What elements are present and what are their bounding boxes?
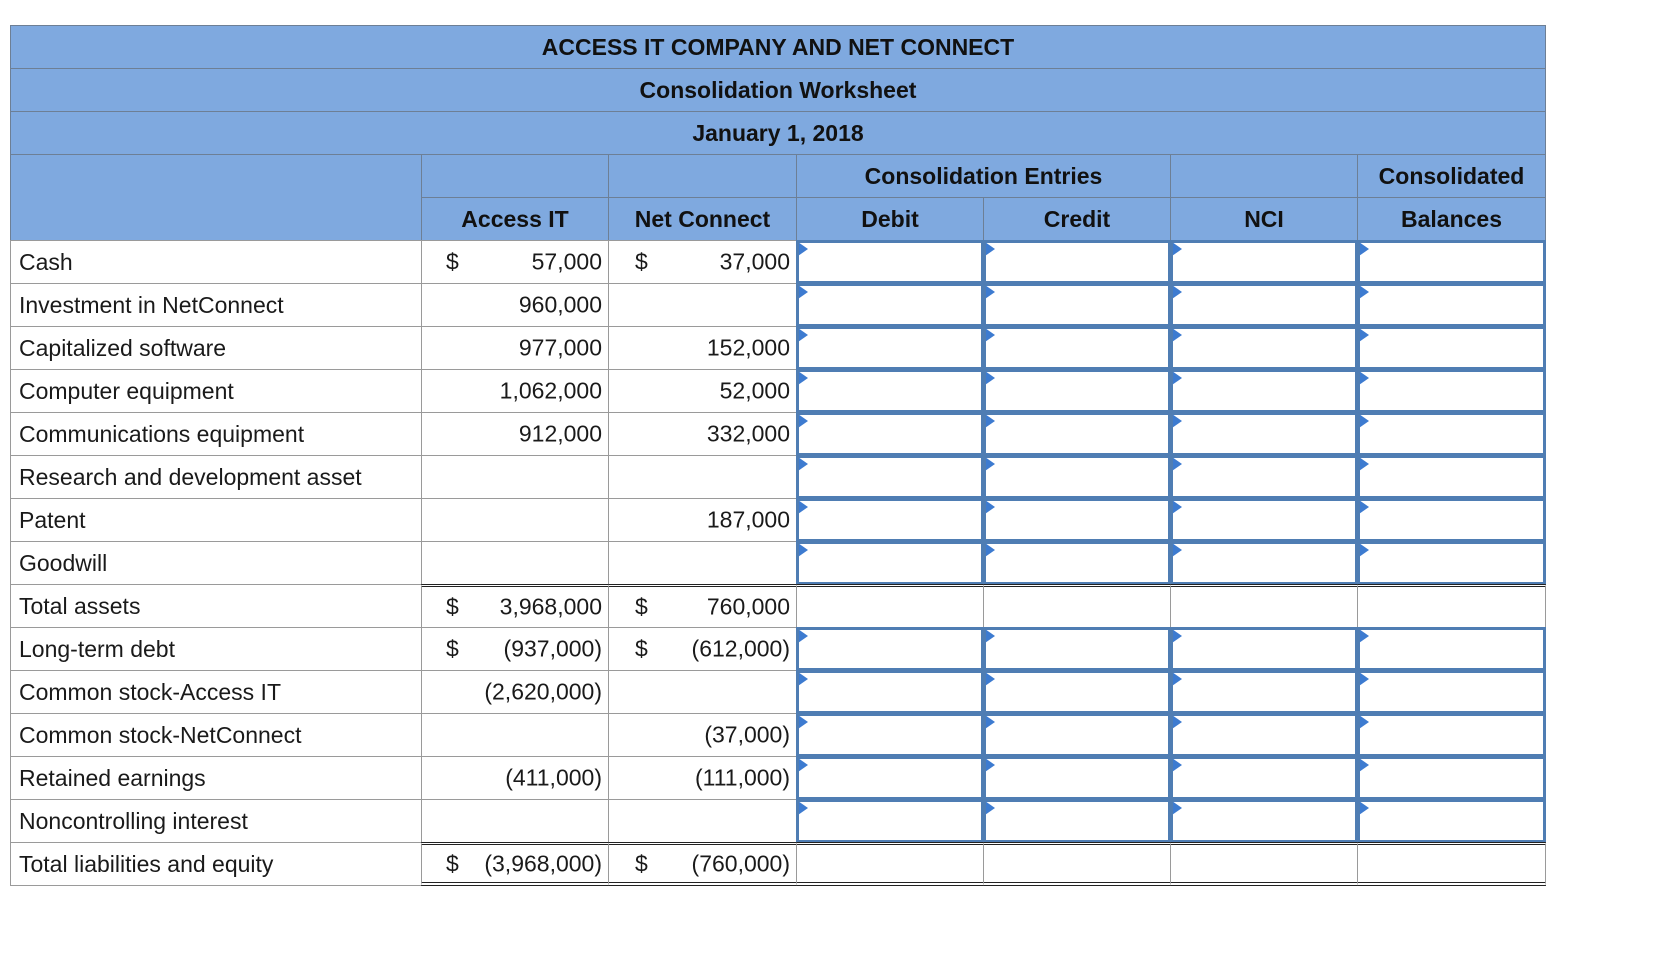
worksheet-subtitle: Consolidation Worksheet (10, 68, 1546, 112)
dropdown-arrow-icon[interactable] (1172, 715, 1182, 729)
net-connect-amount (608, 326, 797, 370)
currency-symbol: $ (446, 593, 459, 620)
header-debit: Debit (796, 197, 984, 241)
dropdown-arrow-icon[interactable] (1359, 414, 1369, 428)
access-it-amount (421, 627, 609, 671)
dropdown-arrow-icon[interactable] (1172, 758, 1182, 772)
balances-input[interactable] (1357, 627, 1546, 671)
access-it-amount (421, 369, 609, 413)
dropdown-arrow-icon[interactable] (1359, 758, 1369, 772)
net-connect-amount (608, 842, 797, 886)
net-connect-amount (608, 283, 797, 327)
amount-value: 57,000 (531, 248, 602, 275)
row-label: Common stock-NetConnect (10, 713, 422, 757)
header-blank-access (421, 154, 609, 198)
row-label: Patent (10, 498, 422, 542)
credit-input[interactable] (983, 799, 1171, 843)
amount-value: 187,000 (706, 506, 790, 533)
row-label: Total liabilities and equity (10, 842, 422, 886)
nci-input[interactable] (1170, 412, 1358, 456)
dropdown-arrow-icon[interactable] (798, 457, 808, 471)
amount-value: (111,000) (694, 764, 790, 791)
credit-input[interactable] (983, 541, 1171, 585)
dropdown-arrow-icon[interactable] (985, 242, 995, 256)
balances-total-cell (1357, 842, 1546, 886)
debit-input[interactable] (796, 670, 984, 714)
amount-value: 960,000 (518, 291, 602, 318)
balances-input[interactable] (1357, 240, 1546, 284)
net-connect-amount (608, 627, 797, 671)
nci-input[interactable] (1170, 670, 1358, 714)
credit-total-cell (983, 842, 1171, 886)
nci-total-cell (1170, 584, 1358, 628)
dropdown-arrow-icon[interactable] (985, 285, 995, 299)
amount-value: 1,062,000 (499, 377, 602, 404)
header-consolidated: Consolidated (1357, 154, 1546, 198)
net-connect-amount (608, 541, 797, 585)
debit-input[interactable] (796, 627, 984, 671)
row-label: Retained earnings (10, 756, 422, 800)
header-blank-label (10, 154, 422, 241)
net-connect-amount (608, 799, 797, 843)
credit-input[interactable] (983, 283, 1171, 327)
dropdown-arrow-icon[interactable] (985, 629, 995, 643)
nci-input[interactable] (1170, 799, 1358, 843)
net-connect-amount (608, 455, 797, 499)
dropdown-arrow-icon[interactable] (1359, 543, 1369, 557)
dropdown-arrow-icon[interactable] (798, 414, 808, 428)
debit-input[interactable] (796, 283, 984, 327)
access-it-amount (421, 756, 609, 800)
row-label: Goodwill (10, 541, 422, 585)
debit-total-cell (796, 842, 984, 886)
balances-input[interactable] (1357, 455, 1546, 499)
amount-value: 332,000 (706, 420, 790, 447)
access-it-amount (421, 670, 609, 714)
currency-symbol: $ (635, 635, 648, 662)
row-label: Cash (10, 240, 422, 284)
credit-input[interactable] (983, 455, 1171, 499)
nci-input[interactable] (1170, 541, 1358, 585)
dropdown-arrow-icon[interactable] (798, 715, 808, 729)
net-connect-amount (608, 369, 797, 413)
row-label: Noncontrolling interest (10, 799, 422, 843)
header-blank-nci (1170, 154, 1358, 198)
access-it-amount (421, 412, 609, 456)
dropdown-arrow-icon[interactable] (1359, 672, 1369, 686)
company-title: ACCESS IT COMPANY AND NET CONNECT (10, 25, 1546, 69)
dropdown-arrow-icon[interactable] (1359, 285, 1369, 299)
amount-value: (937,000) (503, 635, 602, 662)
access-it-amount (421, 842, 609, 886)
dropdown-arrow-icon[interactable] (985, 328, 995, 342)
dropdown-arrow-icon[interactable] (985, 500, 995, 514)
currency-symbol: $ (635, 593, 648, 620)
dropdown-arrow-icon[interactable] (1359, 801, 1369, 815)
nci-input[interactable] (1170, 627, 1358, 671)
balances-input[interactable] (1357, 756, 1546, 800)
balances-input[interactable] (1357, 283, 1546, 327)
debit-total-cell (796, 584, 984, 628)
amount-value: 152,000 (706, 334, 790, 361)
dropdown-arrow-icon[interactable] (1172, 672, 1182, 686)
nci-input[interactable] (1170, 283, 1358, 327)
dropdown-arrow-icon[interactable] (798, 285, 808, 299)
amount-value: 3,968,000 (499, 593, 602, 620)
access-it-amount (421, 713, 609, 757)
access-it-amount (421, 455, 609, 499)
dropdown-arrow-icon[interactable] (1172, 242, 1182, 256)
balances-input[interactable] (1357, 799, 1546, 843)
credit-input[interactable] (983, 412, 1171, 456)
header-consolidation-entries: Consolidation Entries (796, 154, 1171, 198)
currency-symbol: $ (635, 248, 648, 275)
dropdown-arrow-icon[interactable] (798, 801, 808, 815)
credit-input[interactable] (983, 713, 1171, 757)
debit-input[interactable] (796, 455, 984, 499)
dropdown-arrow-icon[interactable] (1172, 414, 1182, 428)
credit-input[interactable] (983, 326, 1171, 370)
access-it-amount (421, 240, 609, 284)
balances-input[interactable] (1357, 713, 1546, 757)
access-it-amount (421, 326, 609, 370)
debit-input[interactable] (796, 326, 984, 370)
nci-input[interactable] (1170, 455, 1358, 499)
dropdown-arrow-icon[interactable] (798, 242, 808, 256)
amount-value: (612,000) (691, 635, 790, 662)
row-label: Total assets (10, 584, 422, 628)
credit-input[interactable] (983, 498, 1171, 542)
debit-input[interactable] (796, 240, 984, 284)
nci-input[interactable] (1170, 326, 1358, 370)
dropdown-arrow-icon[interactable] (798, 371, 808, 385)
currency-symbol: $ (446, 635, 459, 662)
amount-value: 977,000 (518, 334, 602, 361)
dropdown-arrow-icon[interactable] (1172, 543, 1182, 557)
dropdown-arrow-icon[interactable] (798, 672, 808, 686)
nci-input[interactable] (1170, 240, 1358, 284)
nci-total-cell (1170, 842, 1358, 886)
header-balances: Balances (1357, 197, 1546, 241)
net-connect-amount (608, 240, 797, 284)
row-label: Computer equipment (10, 369, 422, 413)
header-access-it: Access IT (421, 197, 609, 241)
dropdown-arrow-icon[interactable] (1359, 500, 1369, 514)
credit-input[interactable] (983, 369, 1171, 413)
credit-input[interactable] (983, 240, 1171, 284)
dropdown-arrow-icon[interactable] (1359, 242, 1369, 256)
header-nci: NCI (1170, 197, 1358, 241)
row-label: Research and development asset (10, 455, 422, 499)
amount-value: 760,000 (706, 593, 790, 620)
debit-input[interactable] (796, 799, 984, 843)
net-connect-amount (608, 498, 797, 542)
balances-input[interactable] (1357, 670, 1546, 714)
dropdown-arrow-icon[interactable] (798, 500, 808, 514)
dropdown-arrow-icon[interactable] (1172, 457, 1182, 471)
credit-total-cell (983, 584, 1171, 628)
dropdown-arrow-icon[interactable] (798, 629, 808, 643)
consolidation-worksheet (10, 25, 1546, 886)
credit-input[interactable] (983, 756, 1171, 800)
access-it-amount (421, 541, 609, 585)
debit-input[interactable] (796, 369, 984, 413)
dropdown-arrow-icon[interactable] (1172, 801, 1182, 815)
dropdown-arrow-icon[interactable] (798, 328, 808, 342)
row-label: Long-term debt (10, 627, 422, 671)
balances-input[interactable] (1357, 369, 1546, 413)
row-label: Capitalized software (10, 326, 422, 370)
dropdown-arrow-icon[interactable] (1359, 715, 1369, 729)
net-connect-amount (608, 756, 797, 800)
dropdown-arrow-icon[interactable] (1359, 328, 1369, 342)
credit-input[interactable] (983, 670, 1171, 714)
net-connect-amount (608, 412, 797, 456)
amount-value: (3,968,000) (484, 850, 602, 876)
row-label: Investment in NetConnect (10, 283, 422, 327)
dropdown-arrow-icon[interactable] (985, 457, 995, 471)
access-it-amount (421, 584, 609, 628)
dropdown-arrow-icon[interactable] (985, 715, 995, 729)
nci-input[interactable] (1170, 498, 1358, 542)
dropdown-arrow-icon[interactable] (1172, 371, 1182, 385)
dropdown-arrow-icon[interactable] (1172, 629, 1182, 643)
dropdown-arrow-icon[interactable] (1172, 285, 1182, 299)
amount-value: (411,000) (505, 764, 602, 791)
dropdown-arrow-icon[interactable] (1359, 457, 1369, 471)
access-it-amount (421, 498, 609, 542)
currency-symbol: $ (635, 850, 648, 876)
balances-input[interactable] (1357, 541, 1546, 585)
amount-value: 37,000 (719, 248, 790, 275)
amount-value: (37,000) (704, 721, 790, 748)
dropdown-arrow-icon[interactable] (798, 758, 808, 772)
access-it-amount (421, 799, 609, 843)
dropdown-arrow-icon[interactable] (1359, 629, 1369, 643)
nci-input[interactable] (1170, 369, 1358, 413)
amount-value: 52,000 (719, 377, 790, 404)
debit-input[interactable] (796, 498, 984, 542)
nci-input[interactable] (1170, 713, 1358, 757)
dropdown-arrow-icon[interactable] (798, 543, 808, 557)
debit-input[interactable] (796, 756, 984, 800)
dropdown-arrow-icon[interactable] (985, 758, 995, 772)
header-credit: Credit (983, 197, 1171, 241)
dropdown-arrow-icon[interactable] (1172, 328, 1182, 342)
access-it-amount (421, 283, 609, 327)
amount-value: 912,000 (518, 420, 602, 447)
net-connect-amount (608, 584, 797, 628)
debit-input[interactable] (796, 713, 984, 757)
header-net-connect: Net Connect (608, 197, 797, 241)
dropdown-arrow-icon[interactable] (1172, 500, 1182, 514)
dropdown-arrow-icon[interactable] (985, 543, 995, 557)
debit-input[interactable] (796, 541, 984, 585)
nci-input[interactable] (1170, 756, 1358, 800)
dropdown-arrow-icon[interactable] (985, 414, 995, 428)
balances-input[interactable] (1357, 498, 1546, 542)
dropdown-arrow-icon[interactable] (1359, 371, 1369, 385)
net-connect-amount (608, 713, 797, 757)
currency-symbol: $ (446, 248, 459, 275)
credit-input[interactable] (983, 627, 1171, 671)
balances-input[interactable] (1357, 326, 1546, 370)
balances-input[interactable] (1357, 412, 1546, 456)
row-label: Common stock-Access IT (10, 670, 422, 714)
balances-total-cell (1357, 584, 1546, 628)
currency-symbol: $ (446, 850, 459, 876)
row-label: Communications equipment (10, 412, 422, 456)
dropdown-arrow-icon[interactable] (985, 371, 995, 385)
dropdown-arrow-icon[interactable] (985, 801, 995, 815)
amount-value: (760,000) (691, 850, 790, 876)
debit-input[interactable] (796, 412, 984, 456)
worksheet-date: January 1, 2018 (10, 111, 1546, 155)
net-connect-amount (608, 670, 797, 714)
amount-value: (2,620,000) (484, 678, 602, 705)
dropdown-arrow-icon[interactable] (985, 672, 995, 686)
header-blank-net (608, 154, 797, 198)
